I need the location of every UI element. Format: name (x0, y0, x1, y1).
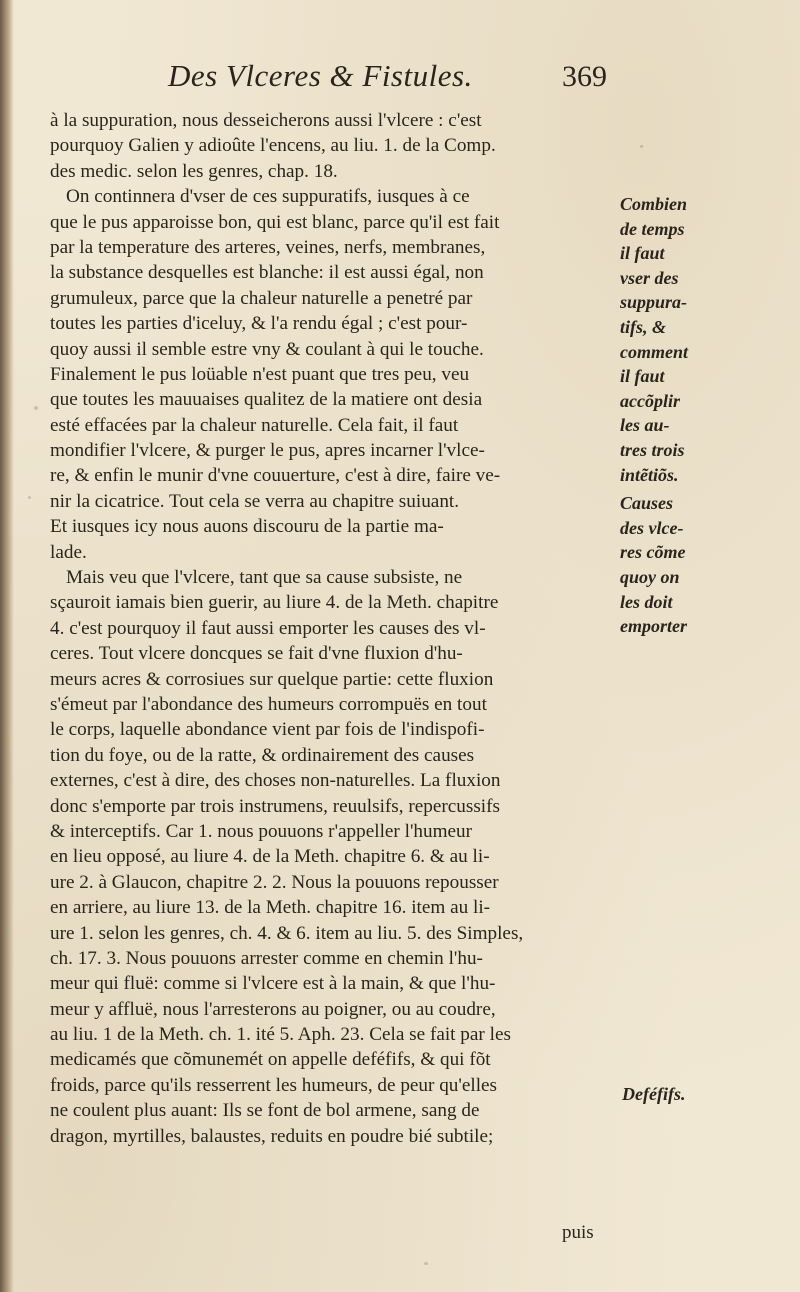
text-line: s'émeut par l'abondance des humeurs corrompuës en tout (50, 693, 487, 715)
text-line: ceres. Tout vlcere doncques se fait d'vne fluxion d'hu- (50, 643, 463, 665)
paper-speck (34, 406, 38, 410)
margin-note-line: il faut (620, 366, 665, 387)
margin-note-line: tifs, & (620, 316, 667, 337)
margin-note-line: Causes (620, 493, 674, 514)
text-line: à la suppuration, nous desseicherons aussi l'vlcere : c'est (50, 110, 482, 131)
text-line: re, & enfin le munir d'vne couuerture, c'est à dire, faire ve- (50, 465, 501, 487)
paper-speck (424, 1262, 428, 1265)
paper-speck (640, 145, 643, 148)
text-line: & interceptifs. Car 1. nous pouuons r'appeller l'humeur (50, 820, 473, 842)
text-line: lade. (50, 541, 87, 563)
text-line: dragon, myrtilles, balaustes, reduits en poudre bié subtile; (50, 1125, 494, 1147)
text-line: tion du foye, ou de la ratte, & ordinairement des causes (50, 744, 475, 766)
margin-note-line: comment (620, 341, 688, 362)
running-title: Des Vlceres & Fistules. (168, 58, 473, 93)
margin-note-line: res cõme (620, 542, 686, 563)
text-line: que le pus apparoisse bon, qui est blanc, parce qu'il est fait (50, 211, 500, 233)
margin-note-causes (620, 491, 795, 639)
margin-note-defensifs: Deféfifs. (622, 1084, 686, 1104)
text-line: des medic. selon les genres, chap. 18. (50, 160, 338, 182)
text-line: On continnera d'vser de ces suppuratifs, iusques à ce (66, 186, 470, 208)
text-line: meur qui fluë: comme si l'vlcere est à la main, & que l'hu- (50, 973, 496, 995)
text-line: toutes les parties d'iceluy, & l'a rendu égal ; c'est pour- (50, 313, 468, 335)
page-header (0, 58, 800, 102)
text-line: sçauroit iamais bien guerir, au liure 4. de la Meth. chapitre (50, 592, 499, 614)
margin-note-suppuratifs (620, 192, 795, 487)
text-line: meurs acres & corrosiues sur quelque partie: cette fluxion (50, 668, 494, 690)
text-line: la substance desquelles est blanche: il est aussi égal, non (50, 262, 484, 284)
text-line: esté effacées par la chaleur naturelle. Cela fait, il faut (50, 414, 459, 436)
text-line: ne coulent plus auant: Ils se font de bol armene, sang de (50, 1100, 480, 1122)
text-line: donc s'emporte par trois instrumens, reuulsifs, repercussifs (50, 795, 500, 817)
text-line: Mais veu que l'vlcere, tant que sa cause subsiste, ne (66, 567, 463, 589)
text-line: froids, parce qu'ils resserrent les humeurs, de peur qu'elles (50, 1074, 498, 1096)
margin-note-line: il faut (620, 243, 665, 264)
margin-note-line: accõplir (620, 390, 680, 411)
text-line: Et iusques icy nous auons discouru de la partie ma- (50, 516, 444, 538)
margin-note-line: intẽtiõs. (620, 464, 679, 485)
text-line: ure 1. selon les genres, ch. 4. & 6. item au liu. 5. des Simples, (50, 922, 524, 944)
margin-note-line: tres trois (620, 439, 685, 460)
margin-note-line: les doit (620, 591, 673, 612)
text-line: que toutes les mauuaises qualitez de la matiere ont desia (50, 389, 483, 411)
text-line: nir la cicatrice. Tout cela se verra au chapitre suiuant. (50, 490, 460, 512)
paper-speck (28, 496, 31, 499)
text-line: meur y affluë, nous l'arresterons au poigner, ou au coudre, (50, 998, 496, 1020)
margin-note-line: Combien (620, 194, 688, 214)
margin-notes (620, 192, 795, 639)
margin-note-line: quoy on (620, 566, 680, 587)
text-line: ch. 17. 3. Nous pouuons arrester comme en chemin l'hu- (50, 947, 483, 969)
text-line: le corps, laquelle abondance vient par fois de l'indispofi- (50, 719, 485, 741)
margin-note-line: des vlce- (620, 517, 684, 538)
text-line: par la temperature des arteres, veines, nerfs, membranes, (50, 236, 486, 258)
text-line: Finalement le pus loüable n'est puant que tres peu, veu (50, 363, 470, 385)
margin-note-line: emporter (620, 616, 687, 637)
text-line: externes, c'est à dire, des choses non-naturelles. La fluxion (50, 770, 501, 792)
page-binding-shadow (0, 0, 14, 1292)
text-line: en lieu opposé, au liure 4. de la Meth. chapitre 6. & au li- (50, 846, 490, 868)
margin-note-line: de temps (620, 218, 685, 239)
catchword: puis (562, 1222, 594, 1243)
text-line: pourquoy Galien y adioûte l'encens, au liu. 1. de la Comp. (50, 135, 496, 157)
text-line: au liu. 1 de la Meth. ch. 1. ité 5. Aph. 23. Cela se fait par les (50, 1024, 511, 1046)
text-line: quoy aussi il semble estre vny & coulant à qui le touche. (50, 338, 484, 360)
margin-note-line: vser des (620, 267, 679, 288)
margin-note-line: suppura- (620, 292, 688, 313)
page-number: 369 (562, 60, 607, 93)
margin-note-line: les au- (620, 415, 670, 436)
text-line: 4. c'est pourquoy il faut aussi emporter les causes des vl- (50, 617, 486, 639)
main-text-column (50, 108, 612, 1149)
text-line: en arriere, au liure 13. de la Meth. chapitre 16. item au li- (50, 897, 491, 919)
text-line: ure 2. à Glaucon, chapitre 2. 2. Nous la pouuons repousser (50, 871, 499, 893)
text-line: mondifier l'vlcere, & purger le pus, apres incarner l'vlce- (50, 440, 485, 462)
text-line: medicamés que cõmunemét on appelle deféfifs, & qui fõt (50, 1049, 491, 1071)
text-line: grumuleux, parce que la chaleur naturelle a penetré par (50, 287, 473, 309)
